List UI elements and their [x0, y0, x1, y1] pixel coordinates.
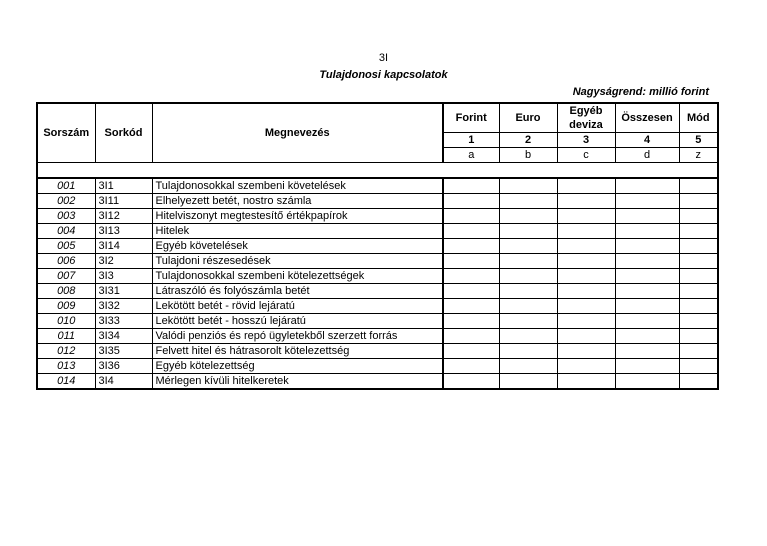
cell-forint[interactable]: [443, 299, 499, 314]
cell-forint[interactable]: [443, 359, 499, 374]
cell-forint[interactable]: [443, 224, 499, 239]
cell-osszesen[interactable]: [615, 194, 679, 209]
cell-egyeb-deviza[interactable]: [557, 314, 615, 329]
table-row: [37, 209, 718, 224]
cell-egyeb-deviza[interactable]: [557, 178, 615, 194]
row-megnevezes: Lekötött betét - hosszú lejáratú: [152, 314, 443, 329]
cell-egyeb-deviza[interactable]: [557, 224, 615, 239]
cell-euro[interactable]: [499, 374, 557, 390]
cell-mod[interactable]: [679, 178, 718, 194]
cell-egyeb-deviza[interactable]: [557, 329, 615, 344]
row-megnevezes: Valódi penziós és repó ügyletekből szerzett forrás: [152, 329, 443, 344]
table-row: [37, 284, 718, 299]
table-row: [37, 299, 718, 314]
header-egyeb-deviza: Egyéb deviza: [557, 103, 615, 133]
cell-egyeb-deviza[interactable]: [557, 374, 615, 390]
row-megnevezes: Tulajdonosokkal szembeni követelések: [152, 178, 443, 194]
cell-mod[interactable]: [679, 224, 718, 239]
cell-mod[interactable]: [679, 194, 718, 209]
cell-forint[interactable]: [443, 178, 499, 194]
table-row: [37, 194, 718, 209]
table-row: [37, 269, 718, 284]
cell-mod[interactable]: [679, 209, 718, 224]
row-megnevezes: Egyéb követelések: [152, 239, 443, 254]
row-megnevezes: Hitelek: [152, 224, 443, 239]
header-sorszam: Sorszám: [37, 103, 95, 163]
cell-euro[interactable]: [499, 284, 557, 299]
cell-euro[interactable]: [499, 224, 557, 239]
cell-osszesen[interactable]: [615, 224, 679, 239]
row-sorszam: 008: [37, 284, 95, 299]
row-sorszam: 006: [37, 254, 95, 269]
header-sorkod: Sorkód: [95, 103, 152, 163]
table-row: [37, 314, 718, 329]
cell-egyeb-deviza[interactable]: [557, 254, 615, 269]
report-code: 3I: [378, 52, 389, 64]
cell-mod[interactable]: [679, 374, 718, 390]
row-megnevezes: Lekötött betét - rövid lejáratú: [152, 299, 443, 314]
row-sorszam: 011: [37, 329, 95, 344]
row-sorszam: 009: [37, 299, 95, 314]
cell-euro[interactable]: [499, 344, 557, 359]
row-sorszam: 002: [37, 194, 95, 209]
row-sorkod: 3I35: [95, 344, 152, 359]
column-number: 3: [557, 133, 615, 148]
table-row: [37, 239, 718, 254]
header-mod: Mód: [679, 103, 718, 133]
row-sorkod: 3I4: [95, 374, 152, 390]
cell-mod[interactable]: [679, 299, 718, 314]
cell-euro[interactable]: [499, 178, 557, 194]
cell-egyeb-deviza[interactable]: [557, 284, 615, 299]
row-megnevezes: Felvett hitel és hátrasorolt kötelezettség: [152, 344, 443, 359]
cell-euro[interactable]: [499, 239, 557, 254]
row-sorkod: 3I34: [95, 329, 152, 344]
cell-forint[interactable]: [443, 194, 499, 209]
cell-euro[interactable]: [499, 254, 557, 269]
row-megnevezes: Elhelyezett betét, nostro számla: [152, 194, 443, 209]
header-forint: Forint: [443, 103, 499, 133]
cell-forint[interactable]: [443, 374, 499, 390]
row-sorkod: 3I3: [95, 269, 152, 284]
cell-osszesen[interactable]: [615, 178, 679, 194]
header-euro: Euro: [499, 103, 557, 133]
row-sorkod: 3I31: [95, 284, 152, 299]
row-sorkod: 3I2: [95, 254, 152, 269]
cell-forint[interactable]: [443, 314, 499, 329]
table-row: [37, 254, 718, 269]
cell-mod[interactable]: [679, 314, 718, 329]
row-sorszam: 014: [37, 374, 95, 390]
column-letter: z: [679, 148, 718, 163]
report-title: Tulajdonosi kapcsolatok: [319, 69, 448, 81]
cell-egyeb-deviza[interactable]: [557, 344, 615, 359]
cell-forint[interactable]: [443, 344, 499, 359]
cell-forint[interactable]: [443, 209, 499, 224]
cell-osszesen[interactable]: [615, 269, 679, 284]
column-letter: c: [557, 148, 615, 163]
row-sorszam: 003: [37, 209, 95, 224]
cell-osszesen[interactable]: [615, 359, 679, 374]
cell-euro[interactable]: [499, 269, 557, 284]
cell-euro[interactable]: [499, 299, 557, 314]
cell-forint[interactable]: [443, 269, 499, 284]
cell-forint[interactable]: [443, 329, 499, 344]
row-megnevezes: Tulajdoni részesedések: [152, 254, 443, 269]
cell-egyeb-deviza[interactable]: [557, 194, 615, 209]
table-row: [37, 329, 718, 344]
table-row: [37, 374, 718, 390]
row-megnevezes: Látraszóló és folyószámla betét: [152, 284, 443, 299]
row-megnevezes: Mérlegen kívüli hitelkeretek: [152, 374, 443, 390]
row-sorkod: 3I14: [95, 239, 152, 254]
row-sorszam: 004: [37, 224, 95, 239]
row-sorkod: 3I32: [95, 299, 152, 314]
column-letter: a: [443, 148, 499, 163]
unit-note: Nagyságrend: millió forint: [572, 86, 709, 98]
column-number: 2: [499, 133, 557, 148]
cell-mod[interactable]: [679, 344, 718, 359]
cell-forint[interactable]: [443, 239, 499, 254]
cell-osszesen[interactable]: [615, 314, 679, 329]
row-sorkod: 3I13: [95, 224, 152, 239]
row-sorkod: 3I1: [95, 178, 152, 194]
cell-osszesen[interactable]: [615, 329, 679, 344]
cell-osszesen[interactable]: [615, 374, 679, 390]
row-sorkod: 3I11: [95, 194, 152, 209]
cell-mod[interactable]: [679, 269, 718, 284]
cell-mod[interactable]: [679, 284, 718, 299]
table-row: [37, 359, 718, 374]
column-number: 4: [615, 133, 679, 148]
cell-egyeb-deviza[interactable]: [557, 239, 615, 254]
row-sorszam: 012: [37, 344, 95, 359]
table-row: [37, 344, 718, 359]
table-row: [37, 224, 718, 239]
cell-egyeb-deviza[interactable]: [557, 359, 615, 374]
cell-mod[interactable]: [679, 329, 718, 344]
header-osszesen: Összesen: [615, 103, 679, 133]
cell-mod[interactable]: [679, 359, 718, 374]
cell-egyeb-deviza[interactable]: [557, 209, 615, 224]
row-sorszam: 010: [37, 314, 95, 329]
cell-euro[interactable]: [499, 209, 557, 224]
column-number: 1: [443, 133, 499, 148]
column-number: 5: [679, 133, 718, 148]
header-megnevezes: Megnevezés: [152, 103, 443, 163]
report-table: [36, 102, 719, 390]
row-sorszam: 005: [37, 239, 95, 254]
cell-osszesen[interactable]: [615, 299, 679, 314]
cell-osszesen[interactable]: [615, 344, 679, 359]
row-megnevezes: Tulajdonosokkal szembeni kötelezettségek: [152, 269, 443, 284]
table-row: [37, 178, 718, 194]
row-megnevezes: Egyéb kötelezettség: [152, 359, 443, 374]
cell-egyeb-deviza[interactable]: [557, 299, 615, 314]
cell-mod[interactable]: [679, 239, 718, 254]
cell-osszesen[interactable]: [615, 209, 679, 224]
row-sorkod: 3I36: [95, 359, 152, 374]
row-sorszam: 013: [37, 359, 95, 374]
row-sorkod: 3I33: [95, 314, 152, 329]
cell-euro[interactable]: [499, 359, 557, 374]
row-sorkod: 3I12: [95, 209, 152, 224]
cell-forint[interactable]: [443, 254, 499, 269]
cell-euro[interactable]: [499, 329, 557, 344]
cell-osszesen[interactable]: [615, 254, 679, 269]
cell-mod[interactable]: [679, 254, 718, 269]
cell-egyeb-deviza[interactable]: [557, 269, 615, 284]
row-sorszam: 001: [37, 178, 95, 194]
cell-forint[interactable]: [443, 284, 499, 299]
column-letter: d: [615, 148, 679, 163]
cell-euro[interactable]: [499, 314, 557, 329]
cell-osszesen[interactable]: [615, 239, 679, 254]
column-letter: b: [499, 148, 557, 163]
cell-osszesen[interactable]: [615, 284, 679, 299]
row-megnevezes: Hitelviszonyt megtestesítő értékpapírok: [152, 209, 443, 224]
row-sorszam: 007: [37, 269, 95, 284]
cell-euro[interactable]: [499, 194, 557, 209]
